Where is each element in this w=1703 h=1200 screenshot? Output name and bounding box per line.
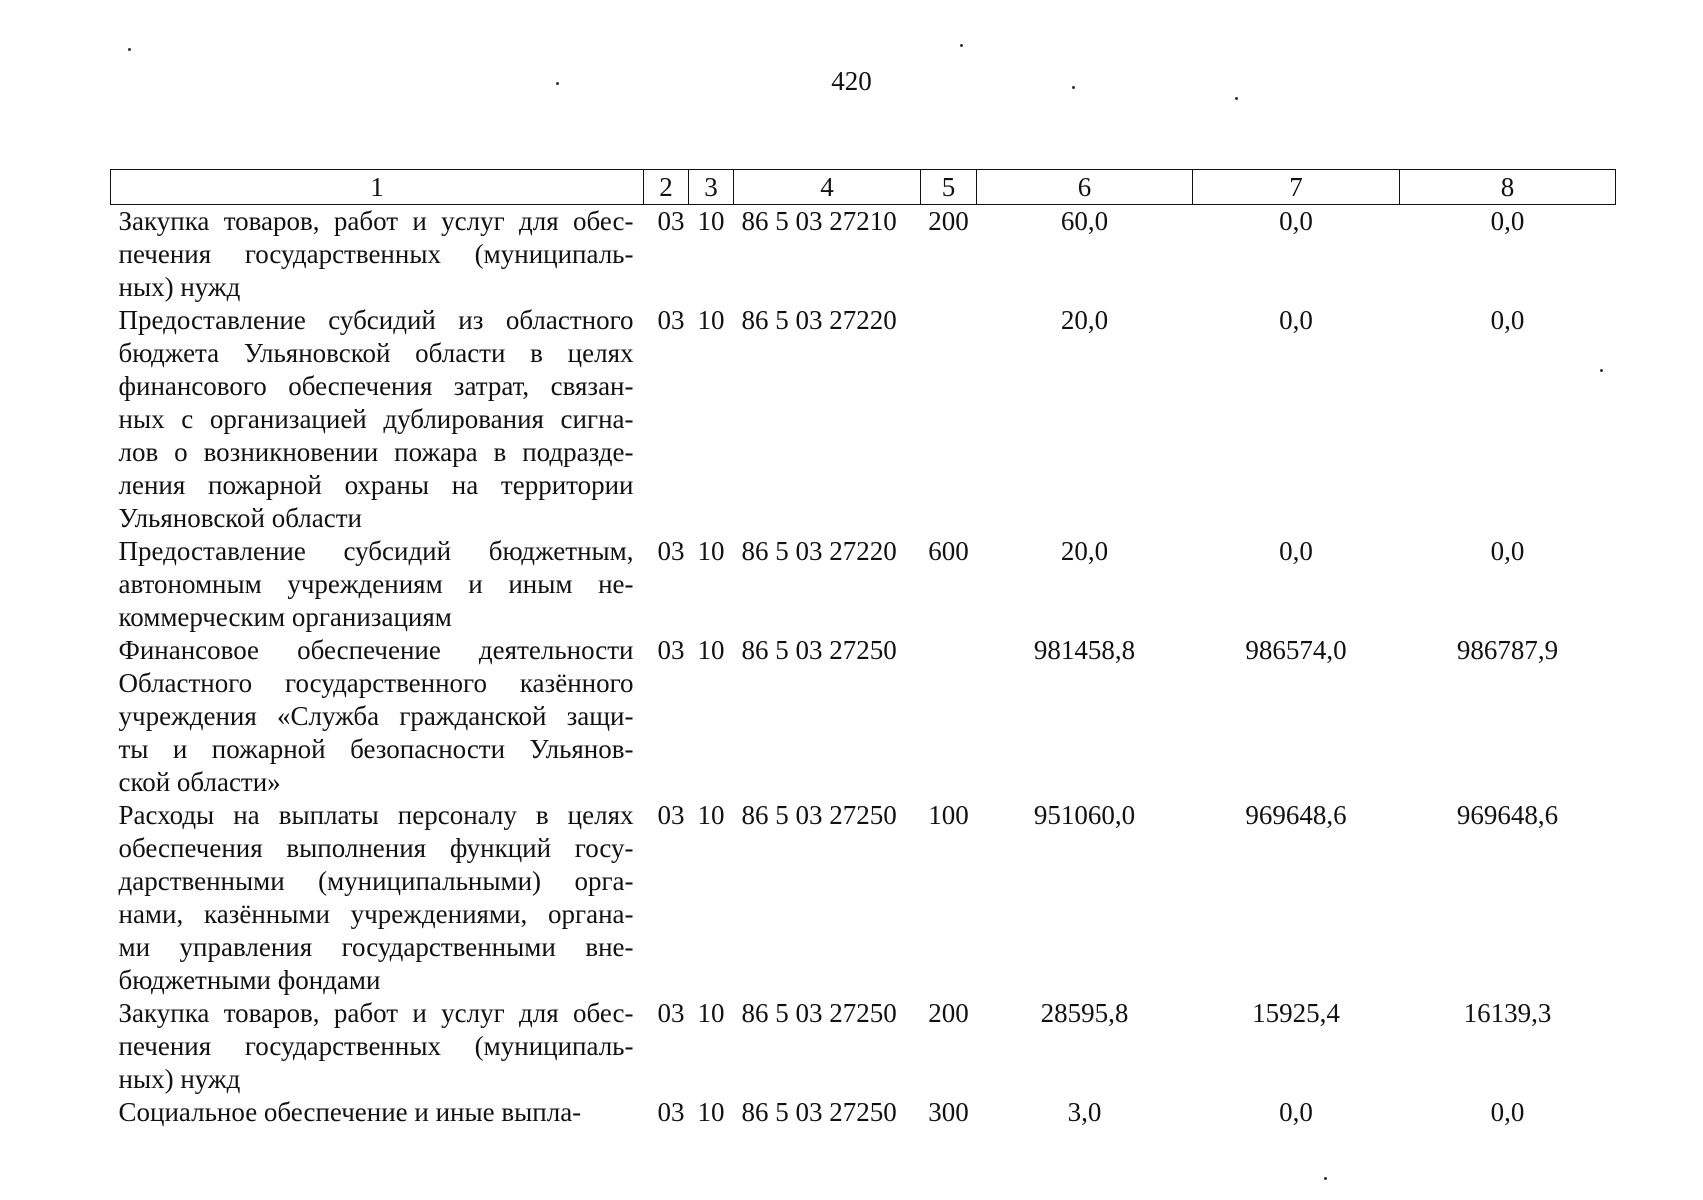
description-line: автономным учреждениям и иным не- xyxy=(118,569,634,599)
description-line: ской области» xyxy=(118,767,281,797)
row-description xyxy=(111,1096,644,1129)
description-line: Ульяновской области xyxy=(118,503,363,533)
table-row xyxy=(111,1096,1616,1129)
description-line: Предоставление субсидий бюджетным, xyxy=(118,536,634,566)
description-line: печения государственных (муниципаль- xyxy=(118,239,634,269)
cell-expense-type xyxy=(921,634,977,799)
cell-expense-type: 200 xyxy=(928,998,969,1028)
row-description xyxy=(111,634,644,799)
scan-speck xyxy=(1235,97,1238,100)
cell-amount-7: 15925,4 xyxy=(1252,998,1340,1028)
header-col-4: 4 xyxy=(734,170,921,205)
cell-amount-8: 0,0 xyxy=(1490,1097,1525,1127)
cell-amount-8: 0,0 xyxy=(1490,536,1525,566)
cell-section: 03 xyxy=(657,1097,685,1127)
row-description xyxy=(111,304,644,535)
cell-target-code: 86 5 03 27220 xyxy=(741,536,897,566)
cell-expense-type xyxy=(921,304,977,535)
table-row xyxy=(111,535,1616,634)
description-line: ления пожарной охраны на территории xyxy=(118,470,634,500)
cell-subsection: 10 xyxy=(697,1097,725,1127)
header-col-3: 3 xyxy=(689,170,734,205)
cell-amount-8: 986787,9 xyxy=(1456,635,1559,665)
cell-amount-7: 0,0 xyxy=(1279,536,1313,566)
description-line: Областного государственного казённого xyxy=(118,668,634,698)
description-line: ных) нужд xyxy=(118,1064,241,1094)
header-col-5: 5 xyxy=(921,170,977,205)
cell-section: 03 xyxy=(657,206,685,236)
description-line: финансового обеспечения затрат, связан- xyxy=(118,371,634,401)
scan-speck xyxy=(1600,369,1603,372)
header-col-8: 8 xyxy=(1400,170,1616,205)
description-line: Закупка товаров, работ и услуг для обес- xyxy=(118,998,634,1028)
cell-target-code: 86 5 03 27210 xyxy=(741,206,897,236)
cell-subsection: 10 xyxy=(697,305,725,335)
cell-expense-type: 600 xyxy=(928,536,969,566)
header-col-1: 1 xyxy=(111,170,644,205)
cell-target-code: 86 5 03 27250 xyxy=(741,635,897,665)
cell-amount-6: 981458,8 xyxy=(1033,635,1136,665)
description-line: бюджета Ульяновской области в целях xyxy=(118,338,634,368)
cell-amount-6: 3,0 xyxy=(1067,1097,1102,1127)
cell-amount-7: 0,0 xyxy=(1279,1097,1313,1127)
header-col-6: 6 xyxy=(977,170,1193,205)
description-line: ных) нужд xyxy=(118,272,241,302)
cell-expense-type: 100 xyxy=(928,800,969,830)
table-row xyxy=(111,634,1616,799)
cell-amount-8: 0,0 xyxy=(1490,305,1525,335)
description-line: дарственными (муниципальными) орга- xyxy=(118,866,634,896)
description-line: ных с организацией дублирования сигна- xyxy=(118,404,634,434)
description-line: Закупка товаров, работ и услуг для обес- xyxy=(118,206,634,236)
description-line: Социальное обеспечение и иные выпла- xyxy=(118,1097,582,1127)
cell-target-code: 86 5 03 27250 xyxy=(741,1097,897,1127)
description-line: нами, казёнными учреждениями, органа- xyxy=(118,899,634,929)
cell-amount-7: 969648,6 xyxy=(1245,800,1347,830)
cell-amount-6: 20,0 xyxy=(1060,536,1109,566)
description-line: лов о возникновении пожара в подразде- xyxy=(118,437,634,467)
scan-speck xyxy=(960,44,963,47)
row-description xyxy=(111,997,644,1096)
cell-amount-7: 986574,0 xyxy=(1245,635,1347,665)
cell-amount-7: 0,0 xyxy=(1279,305,1313,335)
header-col-2: 2 xyxy=(644,170,689,205)
table-header xyxy=(111,170,1616,205)
cell-target-code: 86 5 03 27250 xyxy=(741,998,897,1028)
description-line: Предоставление субсидий из областного xyxy=(118,305,634,335)
description-line: коммерческим организациям xyxy=(118,602,452,632)
description-line: ты и пожарной безопасности Ульянов- xyxy=(118,734,634,764)
table-row xyxy=(111,304,1616,535)
description-line: учреждения «Служба гражданской защи- xyxy=(118,701,634,731)
cell-amount-6: 20,0 xyxy=(1060,305,1109,335)
cell-amount-8: 0,0 xyxy=(1490,206,1525,236)
description-line: бюджетными фондами xyxy=(118,965,381,995)
cell-expense-type: 300 xyxy=(928,1097,969,1127)
header-row xyxy=(111,170,1616,205)
cell-section: 03 xyxy=(657,998,685,1028)
cell-amount-6: 60,0 xyxy=(1060,206,1109,236)
scan-speck xyxy=(1072,86,1075,89)
cell-section: 03 xyxy=(657,800,685,830)
table-row xyxy=(111,997,1616,1096)
budget-table xyxy=(110,169,1616,1129)
description-line: ми управления государственными вне- xyxy=(118,932,634,962)
page-number: 420 xyxy=(831,66,872,96)
cell-section: 03 xyxy=(657,305,685,335)
scan-speck xyxy=(1324,1177,1327,1180)
cell-amount-7: 0,0 xyxy=(1279,206,1313,236)
cell-subsection: 10 xyxy=(697,635,725,665)
description-line: Расходы на выплаты персоналу в целях xyxy=(118,800,634,830)
cell-subsection: 10 xyxy=(697,800,725,830)
table-body xyxy=(111,205,1616,1130)
description-line: печения государственных (муниципаль- xyxy=(118,1031,634,1061)
cell-amount-8: 969648,6 xyxy=(1456,800,1559,830)
row-description xyxy=(111,799,644,997)
cell-amount-8: 16139,3 xyxy=(1463,998,1552,1028)
description-line: обеспечения выполнения функций госу- xyxy=(118,833,634,863)
header-col-7: 7 xyxy=(1193,170,1400,205)
cell-section: 03 xyxy=(657,536,685,566)
description-line: Финансовое обеспечение деятельности xyxy=(118,635,634,665)
scan-speck xyxy=(128,48,131,51)
cell-subsection: 10 xyxy=(697,536,725,566)
cell-target-code: 86 5 03 27250 xyxy=(741,800,897,830)
row-description xyxy=(111,205,644,305)
row-description xyxy=(111,535,644,634)
cell-amount-6: 951060,0 xyxy=(1033,800,1136,830)
cell-subsection: 10 xyxy=(697,998,725,1028)
table-row xyxy=(111,205,1616,305)
cell-section: 03 xyxy=(657,635,685,665)
cell-target-code: 86 5 03 27220 xyxy=(741,305,897,335)
cell-expense-type: 200 xyxy=(928,206,969,236)
table-row xyxy=(111,799,1616,997)
cell-amount-6: 28595,8 xyxy=(1040,998,1129,1028)
cell-subsection: 10 xyxy=(697,206,725,236)
scan-speck xyxy=(556,82,559,85)
